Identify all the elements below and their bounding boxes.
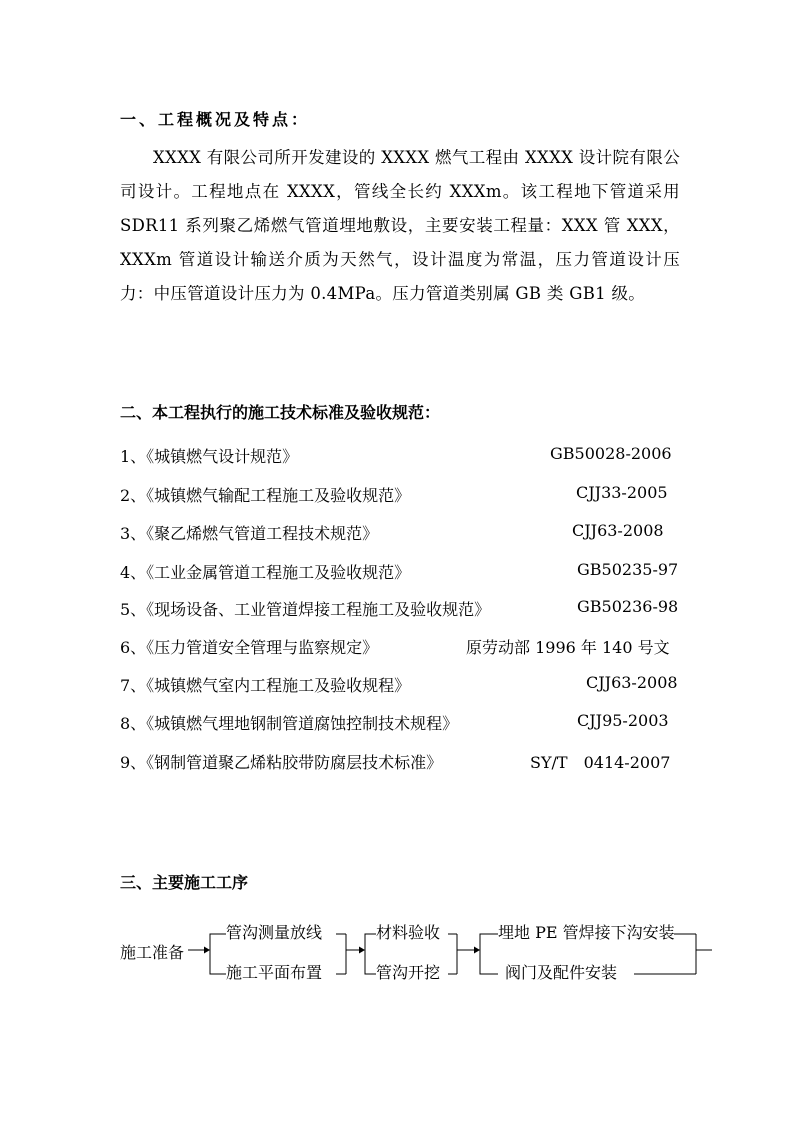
flow-step-valves: 阀门及配件安装 [505, 963, 618, 982]
standard-name: 1、《城镇燃气设计规范》 [120, 447, 299, 466]
flow-step-trench: 管沟开挖 [376, 963, 441, 982]
flow-arrow-2 [359, 947, 365, 954]
standard-code: GB50028-2006 [550, 444, 672, 463]
section2-heading: 二、本工程执行的施工技术标准及验收规范： [120, 403, 441, 422]
standard-code: CJJ63-2008 [572, 521, 664, 540]
flow-step-layout: 施工平面布置 [226, 963, 323, 982]
standard-code: SY/T 0414-2007 [530, 753, 671, 772]
flow-arrow-1 [204, 947, 210, 954]
standard-code: CJJ95-2003 [577, 711, 669, 730]
section1-paragraph: XXXX 有限公司所开发建设的 XXXX 燃气工程由 XXXX 设计院有限公司设计。工程地点在 XXXX，管线全长约 XXXm。该工程地下管道采用 SDR11 系列聚乙烯燃气管道埋地敷设，主要安装工程量：XXX 管 XXX，XXXm 管道设计输送介质为天然气，设计温度为常温，压力管道设计压力：中压管道设计压力为 0.4MPa。压力管道类别属 GB 类 GB1 级。 [120, 148, 680, 303]
flow-bracket-group2-left [365, 934, 376, 974]
standard-code: GB50236-98 [577, 597, 679, 616]
standard-code: 原劳动部 1996 年 140 号文 [466, 638, 670, 657]
standard-name: 8、《城镇燃气埋地钢制管道腐蚀控制技术规程》 [120, 714, 459, 733]
flow-step-survey: 管沟测量放线 [226, 923, 323, 942]
flow-arrow-3 [474, 947, 480, 954]
flow-bracket-group3-left [480, 934, 498, 974]
standard-name: 9、《钢制管道聚乙烯粘胶带防腐层技术标准》 [120, 753, 443, 772]
standard-name: 3、《聚乙烯燃气管道工程技术规范》 [120, 524, 379, 543]
standard-code: CJJ63-2008 [586, 673, 678, 692]
flow-step-inspection: 材料验收 [376, 923, 441, 942]
standard-code: GB50235-97 [577, 560, 679, 579]
flow-step-pe-welding: 埋地 PE 管焊接下沟安装 [498, 923, 675, 942]
section1-heading: 一、工程概况及特点： [120, 110, 311, 129]
flow-bracket-group1-left [210, 934, 226, 974]
section3-heading: 三、主要施工工序 [120, 873, 249, 892]
standard-name: 7、《城镇燃气室内工程施工及验收规程》 [120, 676, 411, 695]
standard-name: 6、《压力管道安全管理与监察规定》 [120, 638, 379, 657]
standard-name: 5、《现场设备、工业管道焊接工程施工及验收规范》 [120, 600, 491, 619]
standard-name: 4、《工业金属管道工程施工及验收规范》 [120, 563, 411, 582]
flow-step-start: 施工准备 [120, 943, 185, 962]
standard-name: 2、《城镇燃气输配工程施工及验收规范》 [120, 486, 411, 505]
standard-code: CJJ33-2005 [576, 483, 668, 502]
